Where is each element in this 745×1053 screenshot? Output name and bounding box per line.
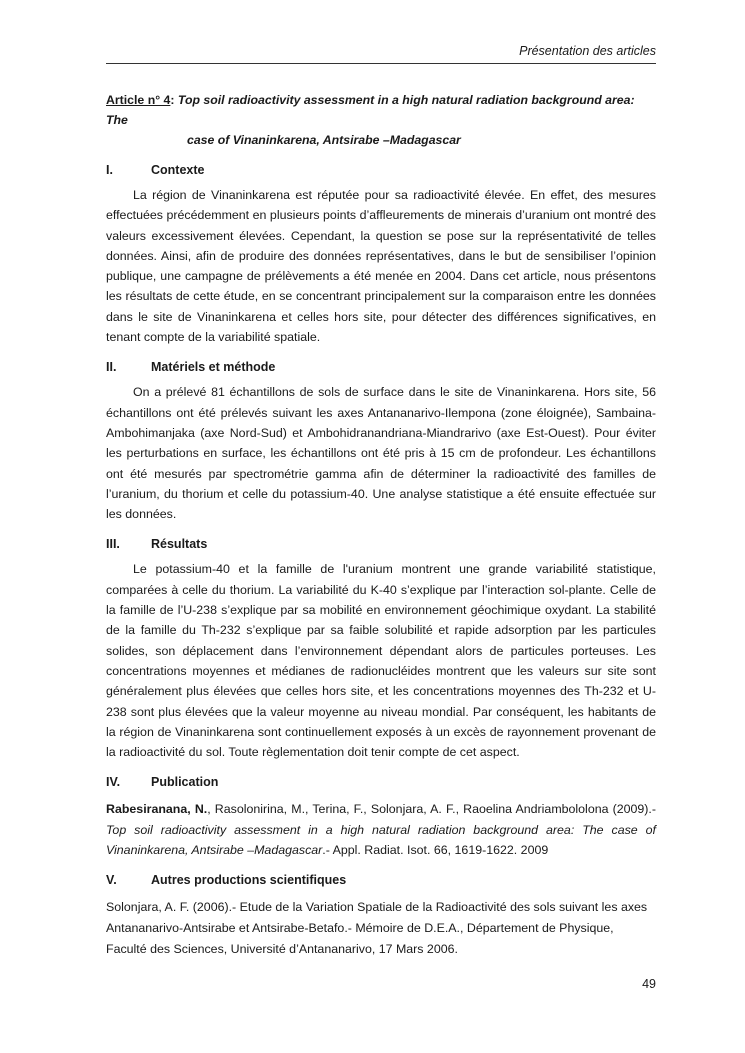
header-rule (106, 63, 656, 64)
article-title (106, 90, 656, 150)
section-title: Matériels et méthode (151, 360, 276, 375)
publication-title: Top soil radioactivity assessment in a high natural radiation background area: The case of Vinaninkarena, Antsirabe –Madagascar (106, 822, 656, 858)
section-body-contexte: La région de Vinaninkarena est réputée pour sa radioactivité élevée. En effet, des mesures effectuées précédemment en plusieurs points d’affleurements de minerais d’uranium ont montré des valeurs excessivement élevées. Cependant, la question se pose sur la représentativité de telles données. Ainsi, afin de produire des données représentatives, dans le but de sensibiliser l’opinion publique, une campagne de prélèvements a été menée en 2004. Dans cet article, nous présentons les résultats de cette étude, en se concentrant principalement sur la comparaison entre les données dans le site de Vinaninkarena et celles hors site, pour détecter des différences significatives, en tenant compte de la variabilité spatiale. (106, 188, 656, 345)
section-title: Publication (151, 775, 219, 790)
page-content (106, 90, 656, 960)
section-heading-resultats (106, 535, 656, 553)
section-number: V. (106, 873, 117, 888)
running-header: Présentation des articles (519, 44, 656, 58)
section-body-methode: On a prélevé 81 échantillons de sols de surface dans le site de Vinaninkarena. Hors site, 56 échantillons ont été prélevés suivant les axes Antananarivo-Ilempona (zone éloignée), Sambaina-Ambohimanjaka (axe Nord-Sud) et Ambohidranandriana-Miandrarivo (axe Est-Ouest). Pour éviter les perturbations en surface, les échantillons ont été pris à 15 cm de profondeur. Les échantillons ont été mesurés par spectrométrie gamma afin de déterminer la radioactivité des familles de l’uranium, du thorium et celle du potassium-40. Une analyse statistique a été ensuite effectuée sur les données. (106, 385, 656, 522)
title-colon: : (170, 93, 178, 107)
section-heading-autres (106, 871, 656, 889)
article-label: Article n° 4 (106, 93, 171, 107)
section-body-resultats: Le potassium-40 et la famille de l'uranium montrent une grande variabilité statistique, comparées à celle du thorium. La variabilité du K-40 s’explique par l’interaction sol-plante. Celle de la famille de l’U-238 s’explique par sa mobilité en environnement géochimique oxydant. La stabilité de la famille du Th-232 s’explique par sa faible solubilité et rapide adsorption par les particules solides, son déplacement dans l’environnement dépendant alors de particules porteuses. Les concentrations moyennes et médianes de radionucléides montrent que les valeurs sur site sont généralement plus élevées que celles hors site, et les concentrations moyennes des Th-232 et U-238 sont plus élevées que la valeur moyenne au niveau mondial. Par conséquent, les habitants de la région de Vinaninkarena sont continuellement exposés à un excès de rayonnement provenant de la radioactivité du sol. Toute règlementation doit tenir compte de cet aspect. (106, 562, 656, 760)
section-number: I. (106, 163, 113, 177)
section-number: IV. (106, 775, 121, 790)
section-number: III. (106, 537, 120, 552)
publication-reference (106, 799, 656, 860)
other-authors: , Rasolonirina, M., Terina, F., Solonjara, A. F., Raoelina Andriambololona (2009).- (207, 802, 656, 817)
section-heading-methode (106, 358, 656, 376)
section-title: Contexte (151, 163, 205, 177)
publication-journal: .- Appl. Radiat. Isot. 66, 1619-1622. 2009 (322, 843, 549, 858)
first-author: Rabesiranana, N. (106, 802, 208, 817)
section-number: II. (106, 360, 117, 375)
section-body-autres: Solonjara, A. F. (2006).- Etude de la Variation Spatiale de la Radioactivité des sols suivant les axes Antananarivo-Antsirabe et Antsirabe-Betafo.- Mémoire de D.E.A., Département de Physique, Faculté des Sciences, Université d’Antananarivo, 17 Mars 2006. (106, 900, 648, 957)
section-title: Résultats (151, 537, 208, 552)
section-heading-publication (106, 773, 656, 791)
section-heading-contexte (106, 161, 656, 179)
article-title-line1: Top soil radioactivity assessment in a high natural radiation background area: The (106, 93, 635, 127)
section-title: Autres productions scientifiques (151, 873, 347, 888)
page-number: 49 (642, 977, 656, 991)
article-title-line2: case of Vinaninkarena, Antsirabe –Madagascar (187, 133, 461, 147)
